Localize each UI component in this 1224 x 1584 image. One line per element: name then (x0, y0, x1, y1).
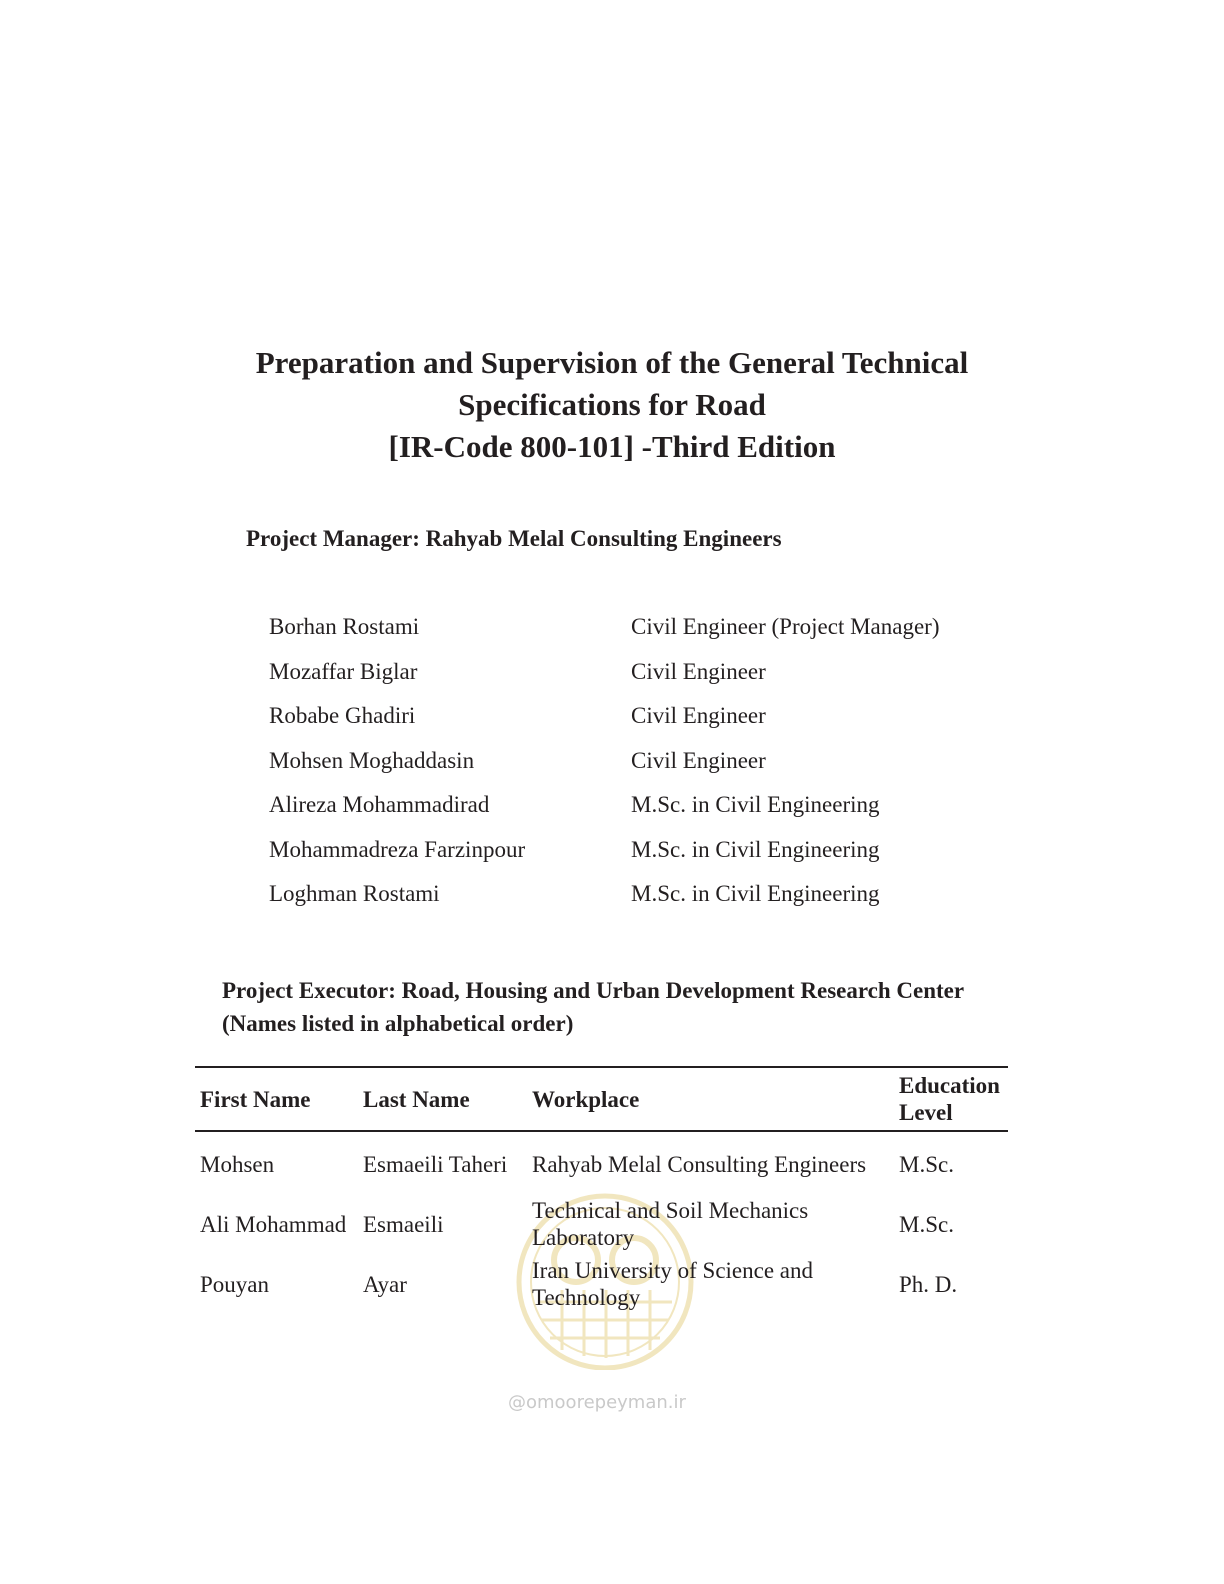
staff-role: M.Sc. in Civil Engineering (631, 836, 880, 862)
staff-row (269, 700, 1029, 745)
executor-table (195, 1066, 1008, 1314)
staff-role: Civil Engineer (631, 747, 766, 773)
table-row (195, 1194, 1008, 1254)
cell-workplace (532, 1194, 892, 1254)
header-workplace: Workplace (532, 1086, 640, 1112)
staff-list (269, 611, 1029, 923)
staff-name: Mozaffar Biglar (269, 658, 418, 684)
header-education-line-1: Education (899, 1073, 1000, 1098)
staff-row (269, 745, 1029, 790)
cell-first-name: Pouyan (200, 1271, 269, 1297)
staff-role: M.Sc. in Civil Engineering (631, 792, 880, 817)
cell-first-name: Mohsen (200, 1151, 275, 1177)
cell-workplace-line-1: Technical and Soil Mechanics (532, 1198, 809, 1223)
cell-workplace-line-1: Rahyab Melal Consulting Engineers (532, 1151, 867, 1177)
table-header-row (195, 1068, 1008, 1132)
staff-row (269, 656, 1029, 701)
staff-role: Civil Engineer (Project Manager) (631, 614, 940, 639)
cell-workplace (532, 1254, 892, 1314)
staff-name: Alireza Mohammadirad (269, 792, 490, 817)
executor-heading-line-1: Project Executor: Road, Housing and Urban Development Research Center (222, 978, 965, 1003)
title-line-1: Preparation and Supervision of the General Technical (255, 345, 969, 380)
cell-education: M.Sc. (899, 1151, 954, 1177)
staff-row (269, 611, 1029, 656)
header-last-name: Last Name (363, 1086, 470, 1112)
cell-last-name: Esmaeili (363, 1211, 444, 1237)
cell-workplace (532, 1134, 892, 1194)
title-line-2: Specifications for Road (458, 387, 766, 422)
cell-workplace-line-2: Laboratory (532, 1225, 635, 1250)
staff-row (269, 878, 1029, 923)
project-manager-heading: Project Manager: Rahyab Melal Consulting Engineers (246, 526, 782, 551)
staff-row (269, 834, 1029, 879)
watermark-text: @omoorepeyman.ir (508, 1392, 686, 1413)
header-education-level (899, 1068, 1008, 1130)
staff-name: Borhan Rostami (269, 614, 420, 639)
cell-workplace-line-1: Iran University of Science and (532, 1258, 814, 1283)
staff-name: Mohammadreza Farzinpour (269, 836, 526, 862)
staff-role: Civil Engineer (631, 703, 766, 728)
table-row (195, 1134, 1008, 1194)
cell-last-name: Ayar (363, 1271, 407, 1297)
staff-name: Mohsen Moghaddasin (269, 747, 475, 773)
header-education-line-2: Level (899, 1100, 953, 1125)
cell-education: Ph. D. (899, 1271, 958, 1297)
staff-name: Robabe Ghadiri (269, 703, 416, 728)
project-executor-heading (222, 974, 964, 1040)
table-row (195, 1254, 1008, 1314)
staff-row (269, 789, 1029, 834)
title-line-3: [IR-Code 800-101] -Third Edition (388, 429, 836, 464)
executor-heading-line-2: (Names listed in alphabetical order) (222, 1011, 574, 1036)
staff-role: M.Sc. in Civil Engineering (631, 881, 880, 906)
document-title (0, 342, 1224, 468)
cell-education: M.Sc. (899, 1211, 954, 1237)
cell-first-name: Ali Mohammad (200, 1211, 347, 1237)
staff-role: Civil Engineer (631, 658, 766, 684)
cell-last-name: Esmaeili Taheri (363, 1151, 508, 1177)
staff-name: Loghman Rostami (269, 881, 440, 906)
cell-workplace-line-2: Technology (532, 1285, 641, 1310)
header-first-name: First Name (200, 1086, 311, 1112)
